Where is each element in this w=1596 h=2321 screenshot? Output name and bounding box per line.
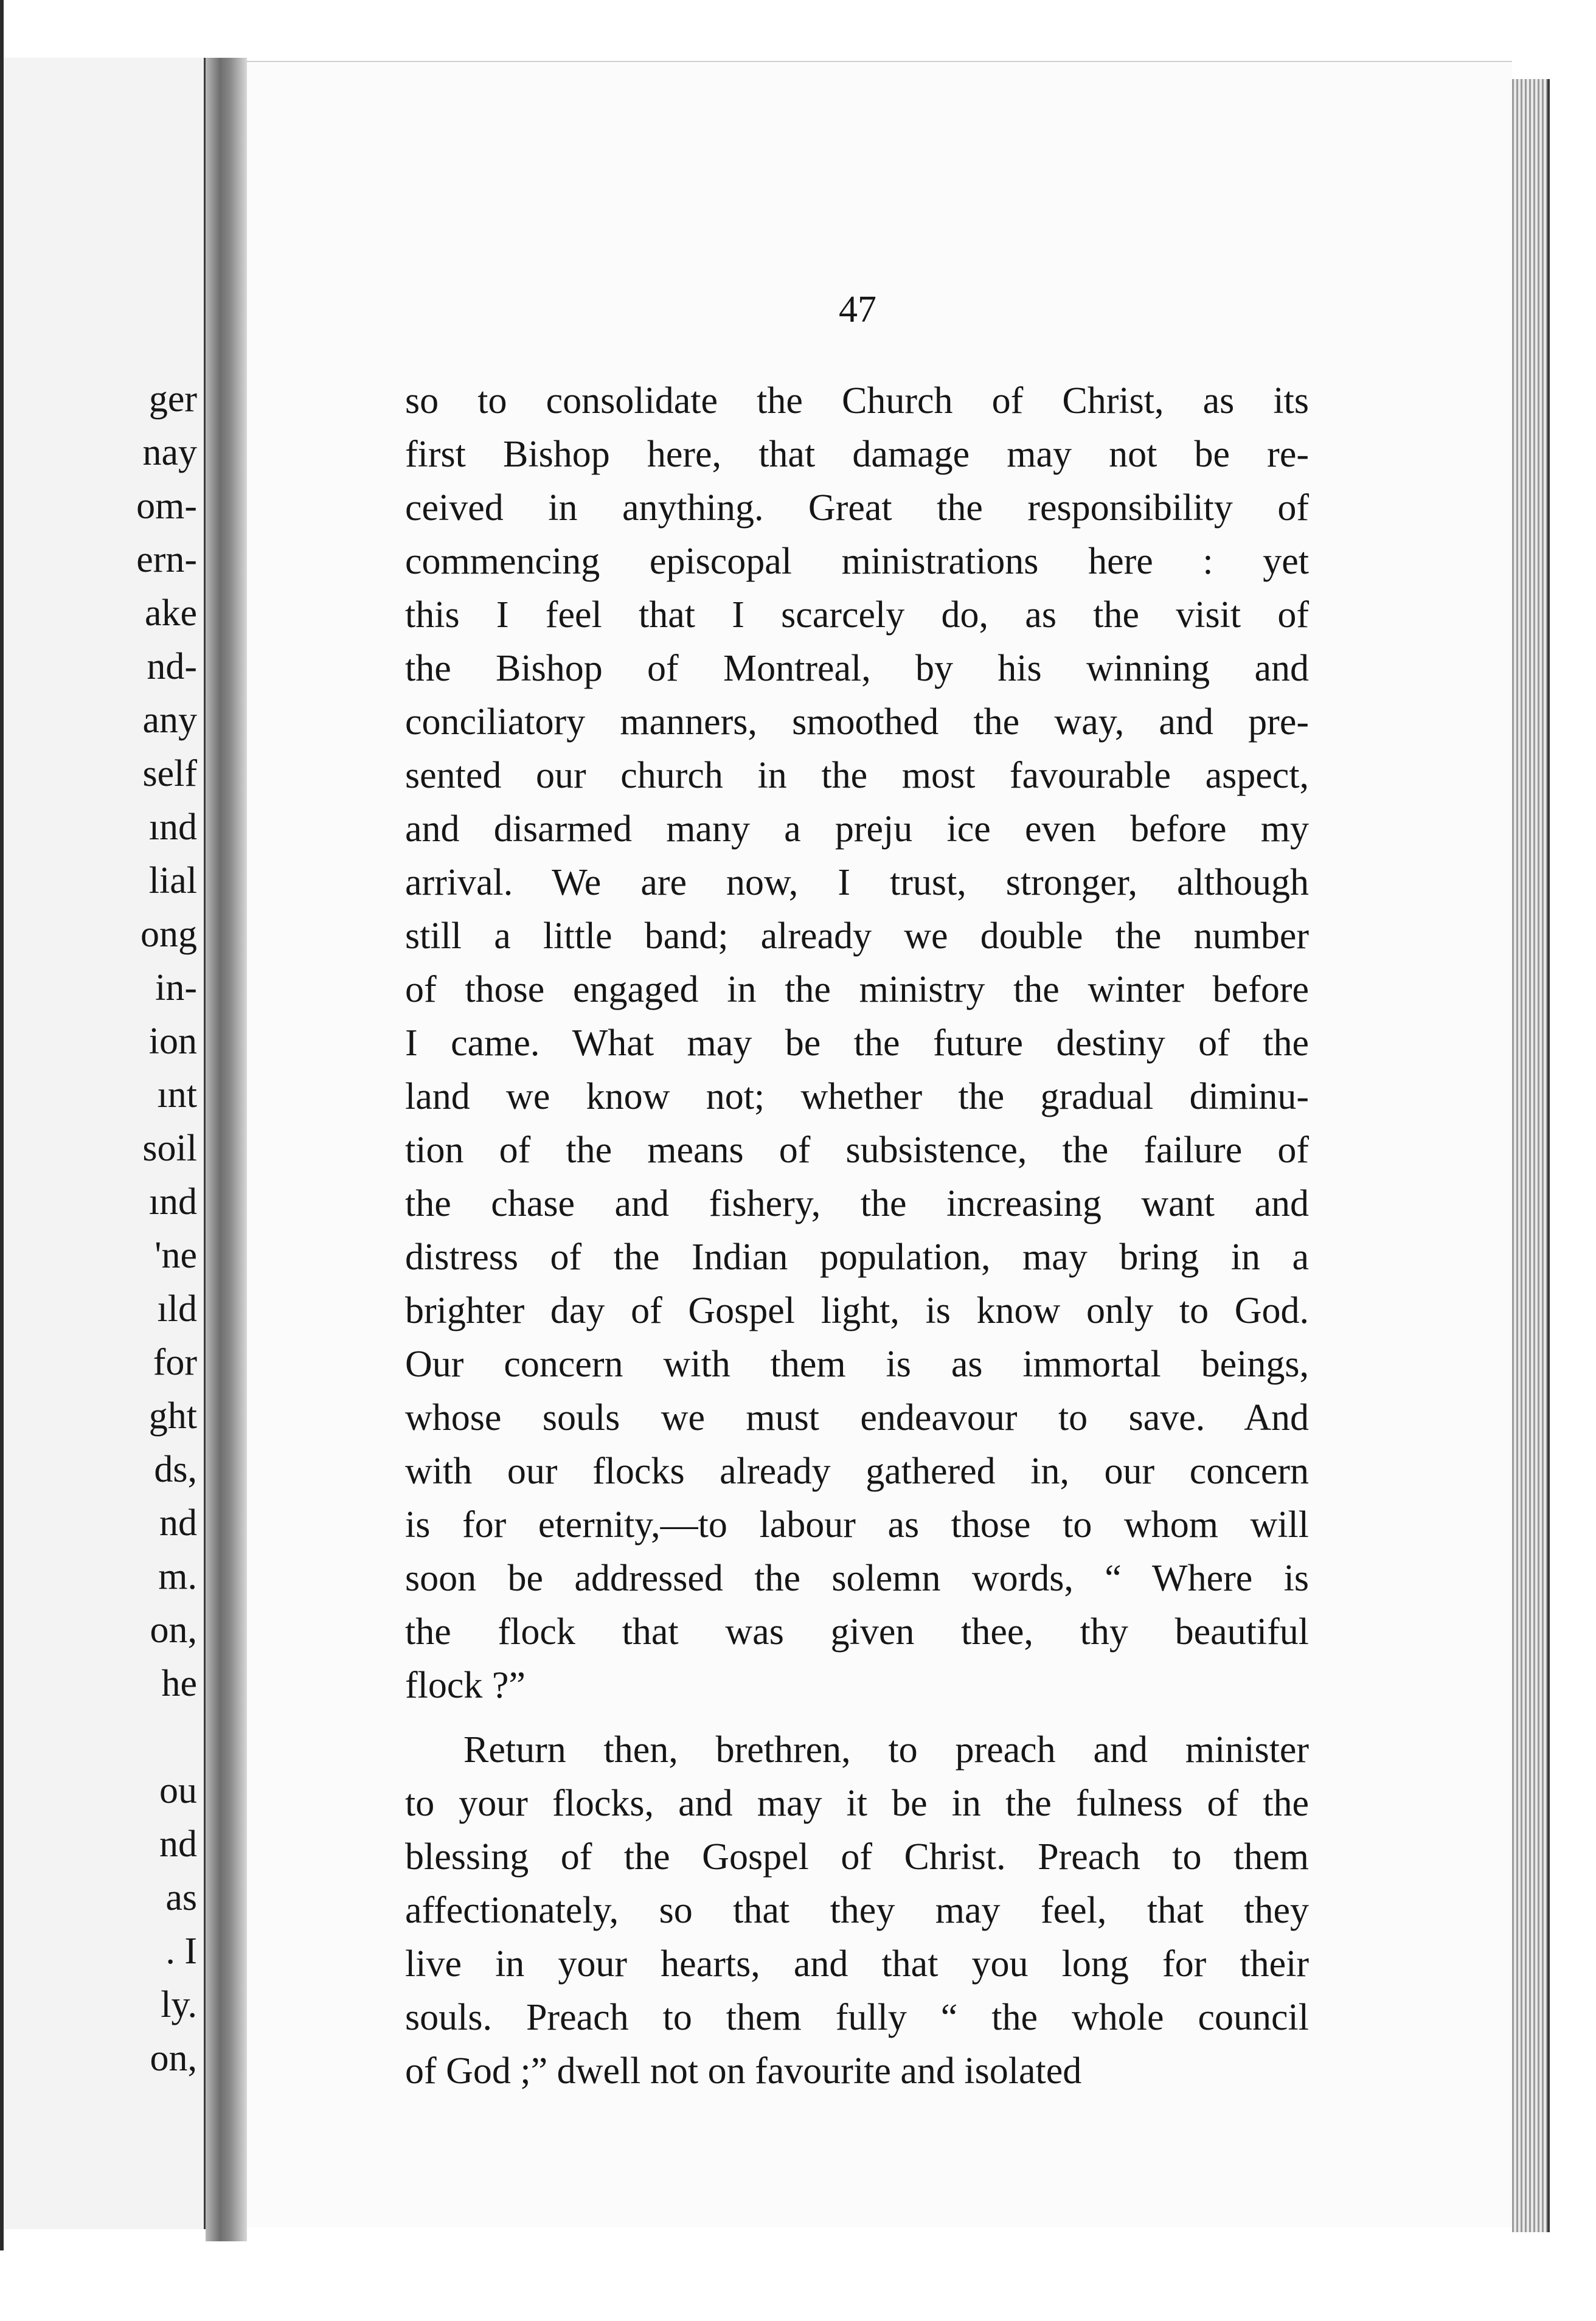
book-gutter — [206, 58, 247, 2241]
facing-left-page — [0, 58, 206, 2229]
left-page-fragment: he — [161, 1663, 197, 1704]
text-line: sented our church in the most favourable aspect, — [405, 755, 1309, 796]
left-page-fragment: in- — [155, 967, 197, 1008]
left-page-fragment: ger — [148, 378, 197, 420]
scan-bottom-margin — [0, 2250, 1596, 2321]
body-text — [405, 374, 1309, 2098]
text-line: the chase and fishery, the increasing want and — [405, 1183, 1309, 1224]
left-page-fragment: ınt — [157, 1074, 197, 1115]
left-page-fragment: any — [142, 699, 197, 741]
paragraph — [405, 1723, 1309, 2098]
text-line: of God ;” dwell not on favourite and isolated — [405, 2050, 1082, 2092]
left-page-fragment: ıld — [157, 1288, 197, 1330]
left-page-fragment: on, — [150, 1609, 197, 1651]
page-number: 47 — [839, 289, 876, 330]
left-page-fragment: soil — [142, 1128, 197, 1169]
text-line: the flock that was given thee, thy beautiful — [405, 1611, 1309, 1653]
text-line: still a little band; already we double the number — [405, 915, 1309, 957]
text-line: tion of the means of subsistence, the failure of — [405, 1129, 1309, 1171]
left-page-fragment: ion — [148, 1021, 197, 1062]
page-edges — [1512, 79, 1550, 2232]
text-line: distress of the Indian population, may bring in a — [405, 1237, 1309, 1278]
text-line: so to consolidate the Church of Christ, as its — [405, 380, 1309, 422]
text-line: affectionately, so that they may feel, that they — [405, 1890, 1309, 1931]
text-line: conciliatory manners, smoothed the way, and pre- — [405, 701, 1309, 743]
text-line: the Bishop of Montreal, by his winning and — [405, 648, 1309, 689]
scan-border — [0, 0, 4, 2321]
text-line: arrival. We are now, I trust, stronger, although — [405, 862, 1309, 903]
paragraph — [405, 374, 1309, 1712]
paragraph-gap — [405, 1712, 1309, 1723]
left-page-fragment: nd — [159, 1823, 197, 1865]
left-page-fragment: on, — [150, 2038, 197, 2079]
text-line: ceived in anything. Great the responsibility of — [405, 487, 1309, 529]
left-page-fragment: lial — [148, 860, 197, 901]
text-line: and disarmed many a preju ice even before my — [405, 808, 1309, 850]
left-page-fragment: ern- — [136, 539, 197, 580]
left-page-fragment: m. — [158, 1556, 197, 1597]
text-line: to your flocks, and may it be in the fulness of the — [405, 1783, 1309, 1824]
left-page-fragment: ınd — [148, 1181, 197, 1223]
text-line: land we know not; whether the gradual diminu- — [405, 1076, 1309, 1117]
left-page-fragment: ly. — [161, 1984, 197, 2025]
text-line: whose souls we must endeavour to save. And — [405, 1397, 1309, 1438]
left-page-fragment: ınd — [148, 807, 197, 848]
text-line: soon be addressed the solemn words, “ Where is — [405, 1558, 1309, 1599]
left-page-fragment: self — [142, 753, 197, 794]
text-line: commencing episcopal ministrations here : yet — [405, 541, 1309, 582]
scan-right-margin — [1550, 61, 1596, 2250]
text-line: this I feel that I scarcely do, as the visit of — [405, 594, 1309, 636]
left-page-fragment: ght — [148, 1395, 197, 1437]
left-page-fragment: nd- — [147, 646, 197, 687]
text-line: live in your hearts, and that you long for their — [405, 1943, 1309, 1985]
text-line: brighter day of Gospel light, is know only to God. — [405, 1290, 1309, 1331]
left-page-fragment: ong — [141, 914, 197, 955]
left-page-fragment: om- — [136, 485, 197, 527]
scan-top-margin — [0, 0, 1596, 61]
text-line: I came. What may be the future destiny of the — [405, 1022, 1309, 1064]
left-page-fragment: as — [165, 1877, 197, 1918]
left-page-fragment: ake — [144, 592, 197, 634]
text-line: of those engaged in the ministry the winter before — [405, 969, 1309, 1010]
left-page-fragment: ou — [159, 1770, 197, 1811]
text-line: with our flocks already gathered in, our concern — [405, 1451, 1309, 1492]
left-page-fragment: nd — [159, 1502, 197, 1544]
left-page-fragment: . I — [165, 1931, 197, 1972]
left-page-fragment: ds, — [154, 1449, 197, 1490]
left-page-fragment: for — [153, 1342, 197, 1383]
text-line: is for eternity,—to labour as those to whom will — [405, 1504, 1309, 1546]
text-line: Our concern with them is as immortal beings, — [405, 1344, 1309, 1385]
left-page-fragment: 'ne — [154, 1235, 197, 1276]
left-page-fragment: nay — [142, 432, 197, 473]
text-line: first Bishop here, that damage may not be re- — [405, 434, 1309, 475]
text-line: flock ?” — [405, 1665, 526, 1706]
text-line: Return then, brethren, to preach and minister — [463, 1729, 1309, 1771]
text-line: blessing of the Gospel of Christ. Preach to them — [405, 1836, 1309, 1878]
text-line: souls. Preach to them fully “ the whole council — [405, 1997, 1309, 2038]
